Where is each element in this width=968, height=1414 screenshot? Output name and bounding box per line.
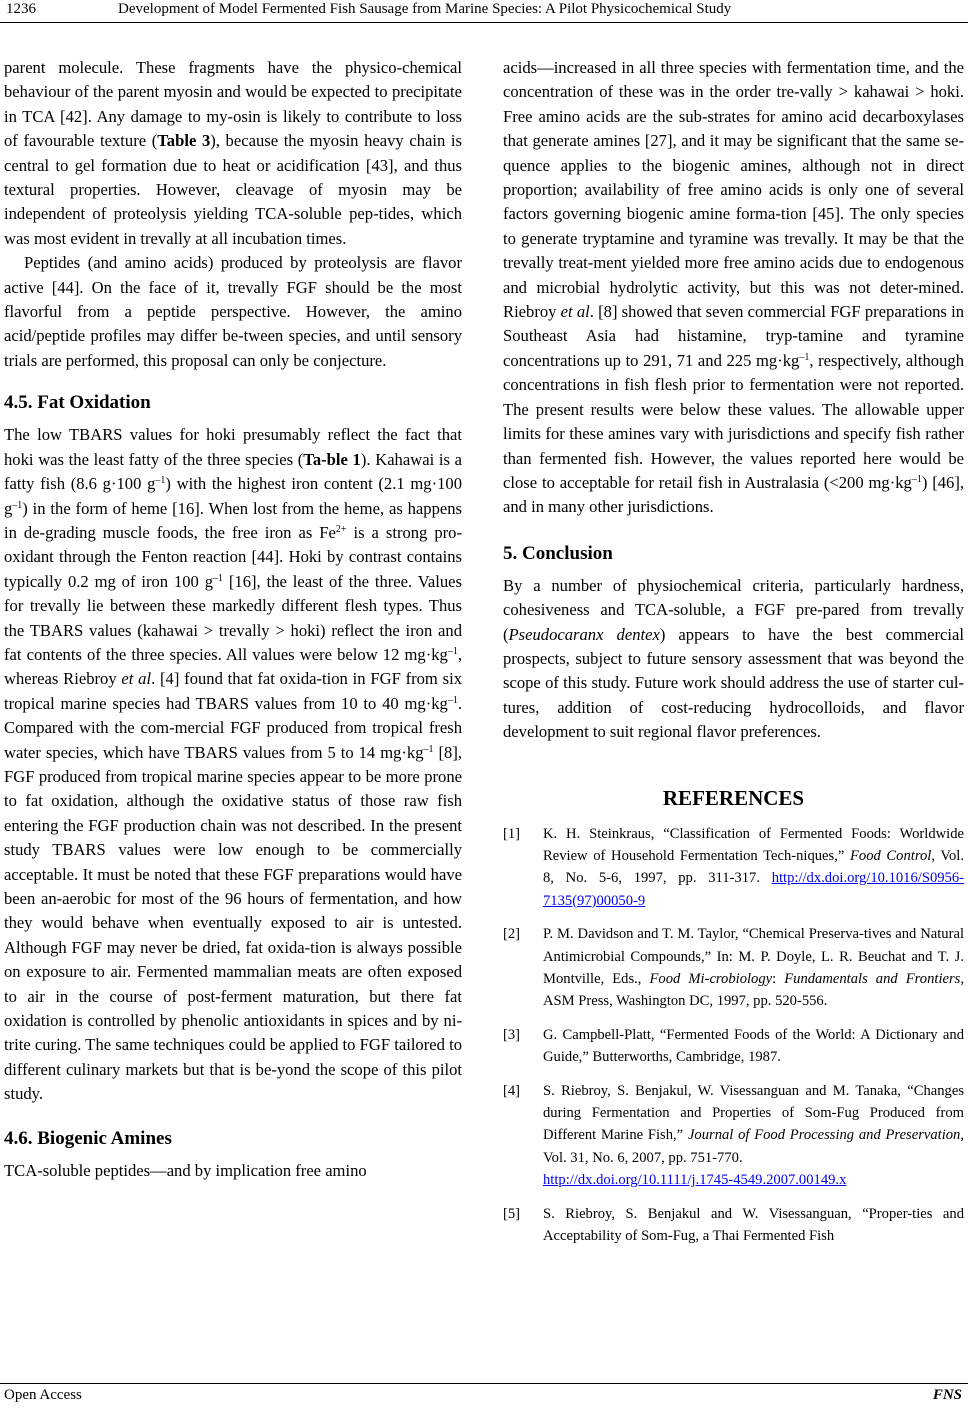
left-column [4,56,462,1183]
reference-item: [2] P. M. Davidson and T. M. Taylor, “Chemical Preserva-tives and Natural Antimicrobial Compounds,” In: M. P. Doyle, L. R. Beuchat and T. J. Montville, Eds., Food Mi-crobiology: Fundamentals and Frontiers, ASM Press, Washington DC, 1997, pp. 520-556. [503,926,964,1010]
section-heading-biogenic-amines: 4.6. Biogenic Amines [4,1127,172,1149]
right-column [503,56,964,1258]
reference-item: [1] K. H. Steinkraus, “Classification of Fermented Foods: Worldwide Review of Household Fermentation Tech-niques,” Food Control, Vol. 8, No. 5-6, 1997, pp. 311-317. http://dx.doi.org/10.1016/S0956-7135(97)00050-9 [503,825,964,909]
doi-link[interactable]: http://dx.doi.org/10.1016/S0956-7135(97)00050-9 [543,870,964,909]
paragraph-conclusion: By a number of physiochemical criteria, particularly hardness, cohesiveness and TCA-soluble, a FGF pre-pared from trevally (Pseudocaranx dentex) appears to have the best commercial prospects, subject to future sensory assessment that was beyond the scope of this study. Future work should address the use of starter cul-tures, addition of cost-reducing hydrocolloids, and flavor development to suit regional flavor preferences. [503,575,964,742]
section-heading-fat-oxidation: 4.5. Fat Oxidation [4,392,151,414]
open-access-label: Open Access [4,1387,82,1403]
footer-rule [0,1383,968,1384]
paragraph-peptides: Peptides (and amino acids) produced by proteolysis are flavor active [44]. On the face of it, trevally FGF should be the most flavorful from a peptide perspective. However, the amino acid/peptide profiles may differ be-tween species, and until sensory trials are performed, this proposal can only be conjecture. [4,253,462,370]
paragraph-myosin: parent molecule. These fragments have the physico-chemical behaviour of the parent myosin and would be expected to precipitate in TCA [42]. Any damage to my-osin is likely to contribute to loss of favourable texture (Table 3), because the myosin heavy chain is central to gel formation due to heat or acidification [43], and thus textural properties. However, cleavage of myosin may be independent of proteolysis yielding TCA-soluble pep-tides, which was most evident in trevally at all incubation times. [4,58,462,248]
page-number: 1236 [6,1,36,17]
references-heading: REFERENCES [662,785,805,810]
page-footer [0,1383,968,1407]
paragraph-biogenic-amines-start: TCA-soluble peptides—and by implication free amino [4,1160,367,1180]
reference-item: [3] G. Campbell-Platt, “Fermented Foods of the World: A Dictionary and Guide,” Butterworths, Cambridge, 1987. [503,1026,964,1066]
running-header [0,0,968,26]
journal-abbreviation: FNS [932,1387,962,1403]
running-title: Development of Model Fermented Fish Sausage from Marine Species: A Pilot Physicochemical Study [118,1,732,17]
reference-item: [4] S. Riebroy, S. Benjakul, W. Visessanguan and M. Tanaka, “Changes during Fermentation and Properties of Som-Fug Produced from Different Marine Fish,” Journal of Food Processing and Preservation, Vol. 31, No. 6, 2007, pp. 751-770. http://dx.doi.org/10.1111/j.1745-4549.2007.00149.x [503,1082,965,1189]
section-heading-conclusion: 5. Conclusion [503,542,613,564]
doi-link[interactable]: http://dx.doi.org/10.1111/j.1745-4549.2007.00149.x [543,1172,847,1189]
paragraph-fat-oxidation: The low TBARS values for hoki presumably reflect the fact that hoki was the least fatty of the three species (Ta-ble 1). Kahawai is a fatty fish (8.6 g·100 $g^{-1}$) with the highest iron content (2.1 mg·100 $g^{-1}$) in the form of heme [16]. When lost from the heme, as happens in de-grading muscle foods, the free iron as $Fe^{2+}$ is a strong pro-oxidant through the Fenton reaction [44]. Hoki by contrast contains typically 0.2 mg of iron 100 $g^{-1}$ [16], the least of the three. Values for trevally lie between these markedly different flesh types. Thus the TBARS values (kahawai > trevally > hoki) reflect the iron and fat contents of the three species. All values were below 12 $mg\cdot kg^{-1}$, whereas Riebroy et al. [4] found that fat oxida-tion in FGF from six tropical marine species had TBARS values from 10 to 40 $mg\cdot kg^{-1}$. Compared with the com-mercial FGF produced from tropical fresh water species, which have TBARS values from 5 to 14 $mg\cdot kg^{-1}$ [8], FGF produced from tropical marine species appear to be more prone to fat oxidation, although the oxidative status of those raw fish entering the FGF production chain was not described. In the present study TBARS values were low enough to be commercially acceptable. It must be noted that these FGF preparations would have been an-aerobic for most of the 96 hours of fermentation, and how they would behave when eventually exposed to air is untested. Although FGF may never be dried, fat oxida-tion is always possible on exposure to air. Fermented mammalian meats are often exposed to air in the course of post-ferment maturation, but there fat oxidation is controlled by phenolic antioxidants in spices and by ni-trite curing. The same techniques could be applied to FGF tailored to different culinary markets but that is be-yond the scope of this pilot study. [4,425,463,1104]
paragraph-biogenic-amines-cont: acids—increased in all three species with fermentation time, and the concentration of these was in the order tre-vally > kahawai > hoki. Free amino acids are the sub-strates for amino acid decarboxylases that generate amines [27], and it may be significant that the same se-quence applies to the biogenic amines, although not in direct proportion; availability of free amino acids is only one of several factors governing biogenic amine forma-tion [45]. The only species to generate tryptamine and tyramine was trevally. It may be that the trevally treat-ment yielded more free amino acids due to endogenous and microbial hydrolytic activity, but this was not deter-mined. Riebroy et al. [8] showed that seven commercial FGF preparations in Southeast Asia had histamine, tryp-tamine and tyramine concentrations up to 291, 71 and 225 $mg\cdot kg^{-1}$, respectively, although concentrations in fish flesh prior to fermentation were not reported. The present results were below these values. The allowable upper limits for these amines vary with jurisdictions and specify fish rather than fermented fish. However, the values reported here would be close to acceptable for retail fish in Australasia (<200 $mg\cdot kg^{-1}$) [46], and in many other jurisdictions. [503,58,965,517]
reference-item: [5] S. Riebroy, S. Benjakul and W. Visessanguan, “Proper-ties and Acceptability of Som-Fug, a Thai Fermented Fish [503,1205,964,1245]
header-rule [0,22,968,23]
